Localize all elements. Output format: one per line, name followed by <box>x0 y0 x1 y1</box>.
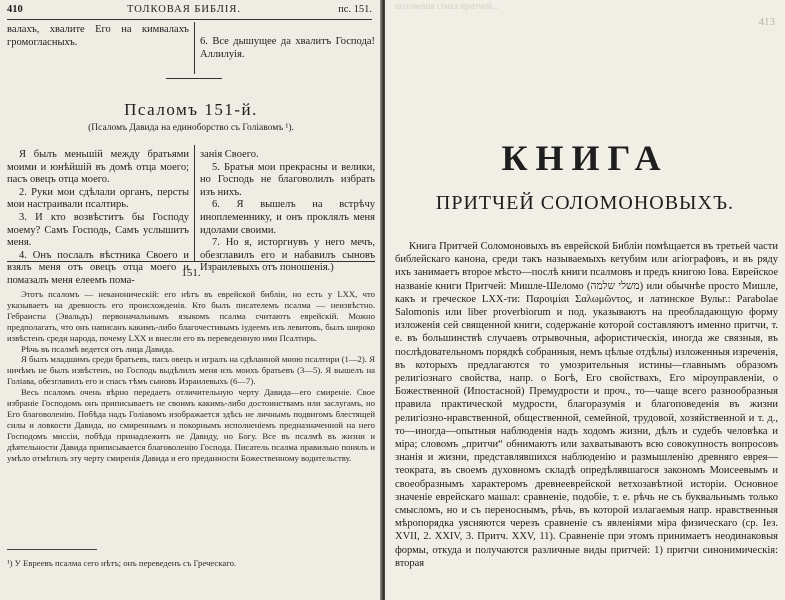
introduction <box>395 240 778 570</box>
commentary <box>7 289 375 464</box>
right-page <box>385 0 785 600</box>
psalm-right-column <box>200 149 375 275</box>
page-number: 410 <box>7 4 23 15</box>
commentary-paragraph: Весь псаломъ очень вѣрно передаетъ отличительную черту Давида—его смиреніе. Свое избраніе Господомъ онъ приписываетъ не своимъ какимъ-либо достоинствамъ или заслугамъ, но Его благоволенію. Побѣда надъ Голіавомъ изображается здѣсь не личнымъ подвигомъ блестящей силы и ловкости Давида, но смиреннымъ и покорнымъ исполненіемъ предназначенной на него Господомъ миссіи, побѣда принадлежитъ не Давиду, но Богу. Все въ псалмѣ въ жизни и дѣятельности Давида приписывается благоволенію Господа. Писатель псалма правильно понялъ и умѣло отмѣтилъ эту черту смиренія Давида и его преданности Божественному водительству. <box>7 387 375 463</box>
left-page <box>0 0 382 600</box>
commentary-paragraph: Рѣчь въ псалмѣ ведется отъ лица Давида. <box>21 343 175 354</box>
psalm-verse: 3. И кто возвѣститъ бы Господу моему? Самъ Господь, Самъ услышитъ меня. <box>7 211 189 249</box>
psalm-subtitle: (Псаломъ Давида на единоборство съ Голіавомъ ¹). <box>88 123 294 133</box>
psalm-verse: 6. Я вышелъ на встрѣчу иноплеменнику, и онъ проклялъ меня идолами своими. <box>200 199 375 236</box>
top-left-verse: валахъ, хвалите Его на кимвалахъ громогласныхъ. <box>7 24 189 48</box>
psalm-verse: 4. Онъ послалъ вѣстника Своего и взялъ меня отъ овецъ отца моего и помазалъ меня елеемъ пома- <box>7 249 189 286</box>
footnote: ¹) У Евреевъ псалма сего нѣтъ; онъ переведенъ съ Греческаго. <box>7 558 237 568</box>
commentary-paragraph: Я былъ младшимъ среди братьевъ, пасъ овецъ и игралъ на сдѣланной мною псалтири (1—2). Я ничѣмъ не былъ извѣстенъ, но Господь выдѣлилъ меня изъ моихъ братьевъ (3—5). Я вышелъ на Голіава, обезглавилъ его и спасъ тѣмъ сыновъ Израилевыхъ (6—7). <box>7 354 375 387</box>
column-divider <box>194 145 195 261</box>
psalm-title: Псаломъ 151-й. <box>124 100 258 119</box>
column-divider-top <box>194 22 195 74</box>
running-psalm: пс. 151. <box>338 4 372 15</box>
header-rule <box>7 19 372 20</box>
book-title: КНИГА <box>501 138 669 178</box>
book-subtitle: ПРИТЧЕЙ СОЛОМОНОВЫХЪ. <box>435 192 735 214</box>
footnote-rule <box>7 549 97 550</box>
commentary-title: 151. <box>181 267 201 279</box>
introduction-paragraph: Книга Притчей Соломоновыхъ въ еврейской Библіи помѣщается въ третьей части библейскаго канона, среди такъ называемыхъ кетубим или агіографовъ, и въ ряду ихъ занимаетъ второе мѣсто—послѣ книги псалмовъ и предъ книгою Іова. Еврейское названіе книги Притчей: Мишле-Шеломо (משלי שלמה) или обычнѣе просто Мишле, какъ и греческое LXX-ти: Παροιμίαι Σαλωμῶντος, и латинское Вульг.: Parabolae Salomonis или liber proverbiorum и под. указываютъ на преобладающую форму изложенія сей священной книги, содержаніе которой составляютъ именно притчи, т. е. въ большинствѣ случаевъ отрывочныя, афористическія, иногда же связныя, въ послѣдовательномъ порядкѣ собранныя, немъ цѣлые отдѣлы) изложенныя изреченія, въ которыхъ предлагаются то умозрительныя истины—главнымъ образомъ религіознаго свойства, напр. о Богѣ, Его свойствахъ, Его міроуправленіи, о Божественной (Ипостасной) Премудрости и проч., то—чаще всего разнообразныя правила практической мудрости, благоразумія и благоповеденія въ жизни религіозно-нравственной, общественной, семейной, трудовой, хозяйственной и т. д., то—иногда—опытныя наблюденія надъ ходомъ жизни, дѣлъ и судебъ человѣка и міра; словомъ „притчи“ обнимаютъ или захватываютъ всю совокупность вопросовъ знанія и жизни, представлявшихся наблюденію и размышленію древняго еврея—теократа, въ своемъ духовномъ складѣ опредѣлявшагося закономъ Моисеевымъ и своеобразнымъ характеромъ древнееврейской ветхозавѣтной исторіи. Основное значеніе еврейскаго машал: сравненіе, подобіе, т. е. рѣчь не съ буквальнымъ только смысломъ, но и съ переноснымъ, рѣчь, въ которой излагаемыя напр. нравственныя мѣропорядка уясняются черезъ сравненіе съ явленіями міра физическаго (ср. Іез. XVII, 2. XXIV, 3. Притч. XXV, 11). Сравненіе при этомъ принимаетъ неодинаковыя формы, откуда и получаются различные виды притчей: 1) притчи синонимическія: вторая <box>395 241 778 569</box>
section-rule <box>166 78 222 79</box>
psalm-verse: 7. Но я, исторгнувъ у него мечъ, обезглавилъ его и набавилъ сыновъ Израилевыхъ отъ поношенія.) <box>200 237 375 274</box>
psalm-verse: 5. Братья мои прекрасны и велики, но Господь не благоволилъ избрать изъ нихъ. <box>200 161 375 198</box>
psalm-verse: Я былъ меньшій между братьями моими и юнѣйшій въ домѣ отца моего; пасъ овецъ отца моего. <box>7 149 189 186</box>
running-head <box>7 4 372 18</box>
psalm-end-rule <box>7 261 375 262</box>
running-title: ТОЛКОВАЯ БИБЛІЯ. <box>127 4 241 15</box>
bleed-through-text: положенія стиха притчей... <box>395 1 499 11</box>
top-right-verse: 6. Все дышущее да хвалитъ Господа! Аллилуія. <box>200 36 375 60</box>
psalm-verse: занія Своего. <box>200 149 259 160</box>
psalm-verse: 2. Руки мои сдѣлали органъ, персты мои настраивали псалтирь. <box>7 186 189 211</box>
commentary-paragraph: Этотъ псаломъ — неканоническій: его нѣтъ въ еврейской библіи, но есть у LXX, что указываетъ на древность его происхожденія. Кто былъ писателемъ псалма — неизвѣстно. Гебраисты (Эвальдъ) первоначальнымъ языкомъ псалма считаютъ еврейскій. Можно предполагать, что онъ написанъ какимъ-либо благочестивымъ іудеемъ изъ левитовъ, былъ широко извѣстенъ среди народа, почему LXX и внесли его въ переведенную ими Псалтирь. <box>7 289 375 343</box>
bleed-through-page-number: 413 <box>758 16 775 28</box>
